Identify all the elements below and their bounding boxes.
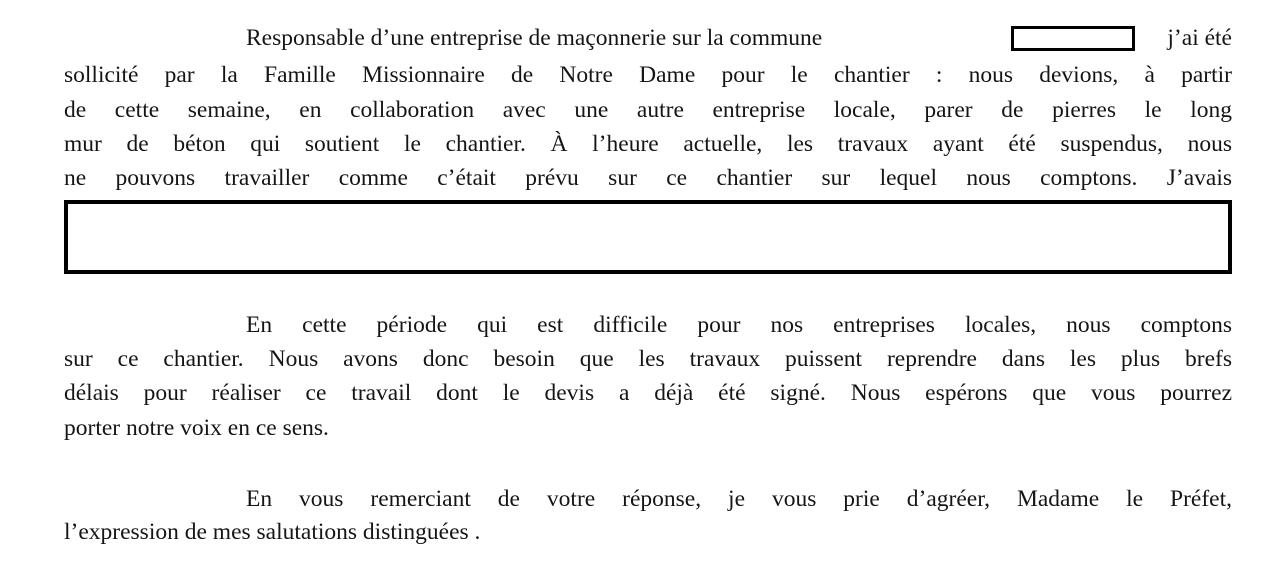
paragraph1-line1-before: Responsable d’une entreprise de maçonnerie sur la commune	[246, 25, 823, 51]
paragraph1-line4: mur de béton qui soutient le chantier. À l’heure actuelle, les travaux ayant été suspendus, nous	[64, 131, 1232, 157]
paragraph1-line3: de cette semaine, en collaboration avec une autre entreprise locale, parer de pierres le long	[64, 97, 1232, 123]
redaction-block	[64, 200, 1232, 274]
paragraph3-line1: En vous remerciant de votre réponse, je vous prie d’agréer, Madame le Préfet,	[246, 486, 1232, 512]
paragraph2-line3: délais pour réaliser ce travail dont le devis a déjà été signé. Nous espérons que vous pourrez	[64, 380, 1232, 406]
paragraph2-line4: porter notre voix en ce sens.	[64, 415, 329, 441]
paragraph1-line2: sollicité par la Famille Missionnaire de Notre Dame pour le chantier : nous devions, à partir	[64, 62, 1232, 88]
paragraph1-line1-after: j’ai été	[1167, 25, 1232, 51]
paragraph3-line2: l’expression de mes salutations distinguées .	[64, 519, 481, 545]
paragraph1-line5: ne pouvons travailler comme c’était prévu sur ce chantier sur lequel nous comptons. J’avais	[64, 165, 1232, 191]
paragraph2-line2: sur ce chantier. Nous avons donc besoin que les travaux puissent reprendre dans les plus brefs	[64, 346, 1232, 372]
redaction-commune	[1011, 26, 1135, 51]
paragraph2-line1: En cette période qui est difficile pour nos entreprises locales, nous comptons	[246, 312, 1232, 338]
